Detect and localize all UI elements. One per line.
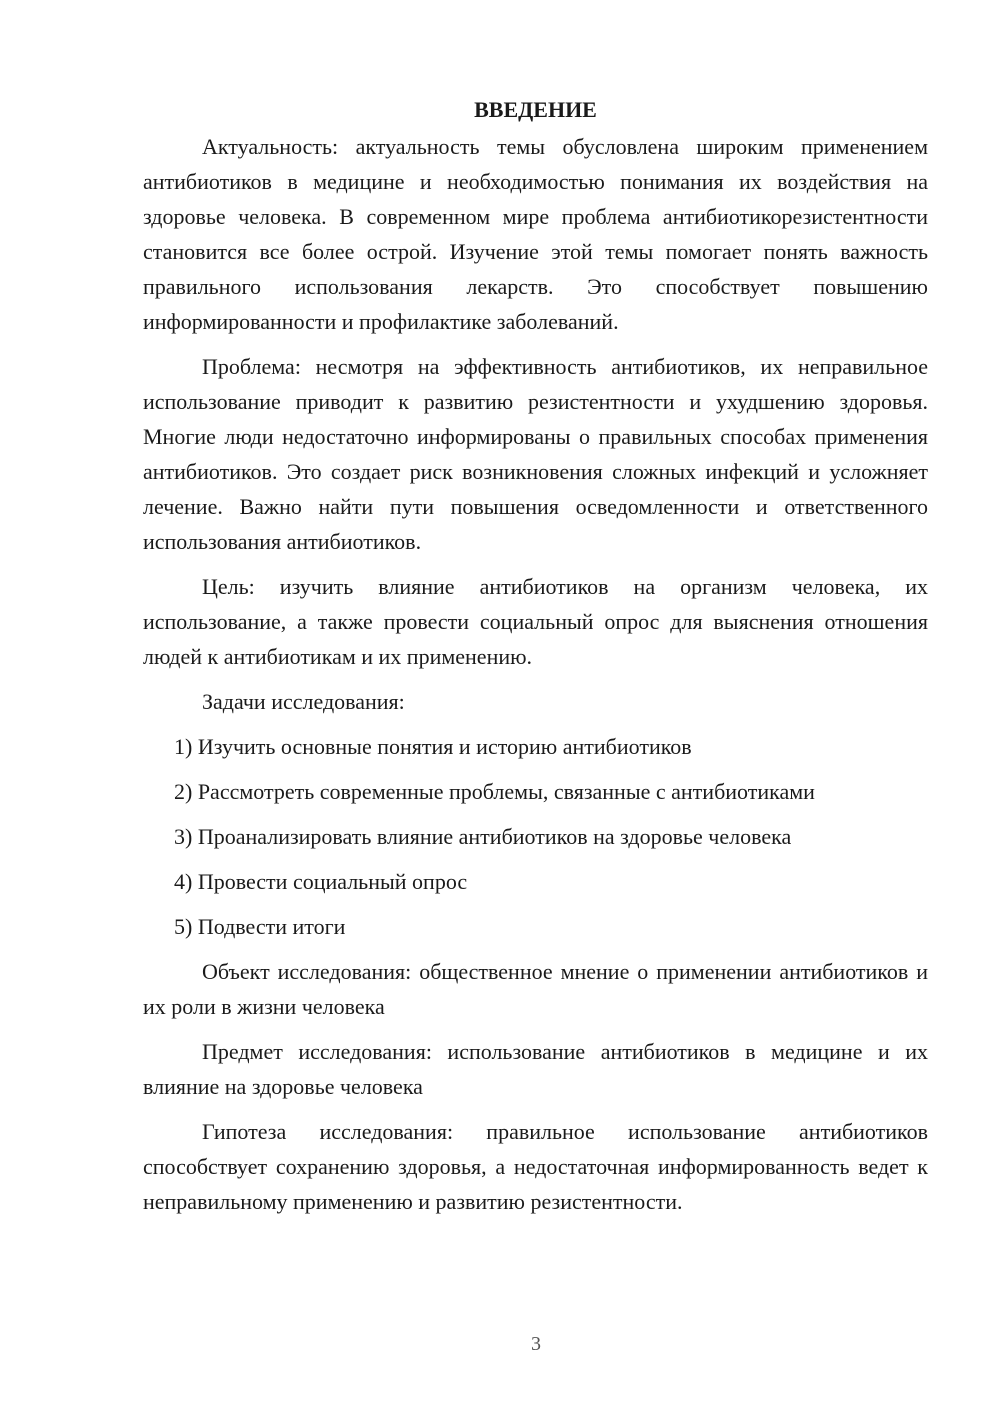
tasks-heading: Задачи исследования: [202,689,405,714]
list-item: 2) Рассмотреть современные проблемы, связанные с антибиотиками [174,779,815,804]
paragraph-hypothesis: Гипотеза исследования: правильное использование антибиотиков способствует сохранению здоровья, а недостаточная информированность ведет к неправильному применению и развитию резистентности. [143,1119,928,1214]
document-page [143,92,928,1229]
paragraph-object: Объект исследования: общественное мнение о применении антибиотиков и их роли в жизни человека [143,959,928,1019]
list-item: 1) Изучить основные понятия и историю антибиотиков [174,734,692,759]
list-item: 4) Провести социальный опрос [174,869,468,894]
page-title: ВВЕДЕНИЕ [474,97,597,122]
list-item: 5) Подвести итоги [174,914,346,939]
page-number: 3 [531,1333,541,1355]
paragraph-relevance: Актуальность: актуальность темы обусловлена широким применением антибиотиков в медицине и необходимостью понимания их воздействия на здоровье человека. В современном мире проблема антибиотикорезистентности становится все более острой. Изучение этой темы помогает понять важность правильного использования лекарств. Это способствует повышению информированности и профилактике заболеваний. [143,134,928,334]
paragraph-goal: Цель: изучить влияние антибиотиков на организм человека, их использование, а также провести социальный опрос для выяснения отношения людей к антибиотикам и их применению. [143,574,928,669]
paragraph-subject: Предмет исследования: использование антибиотиков в медицине и их влияние на здоровье человека [143,1039,928,1099]
list-item: 3) Проанализировать влияние антибиотиков на здоровье человека [174,824,792,849]
task-list [143,729,928,944]
paragraph-problem: Проблема: несмотря на эффективность антибиотиков, их неправильное использование приводит к развитию резистентности и ухудшению здоровья. Многие люди недостаточно информированы о правильных способах применения антибиотиков. Это создает риск возникновения сложных инфекций и усложняет лечение. Важно найти пути повышения осведомленности и ответственного использования антибиотиков. [143,354,928,554]
